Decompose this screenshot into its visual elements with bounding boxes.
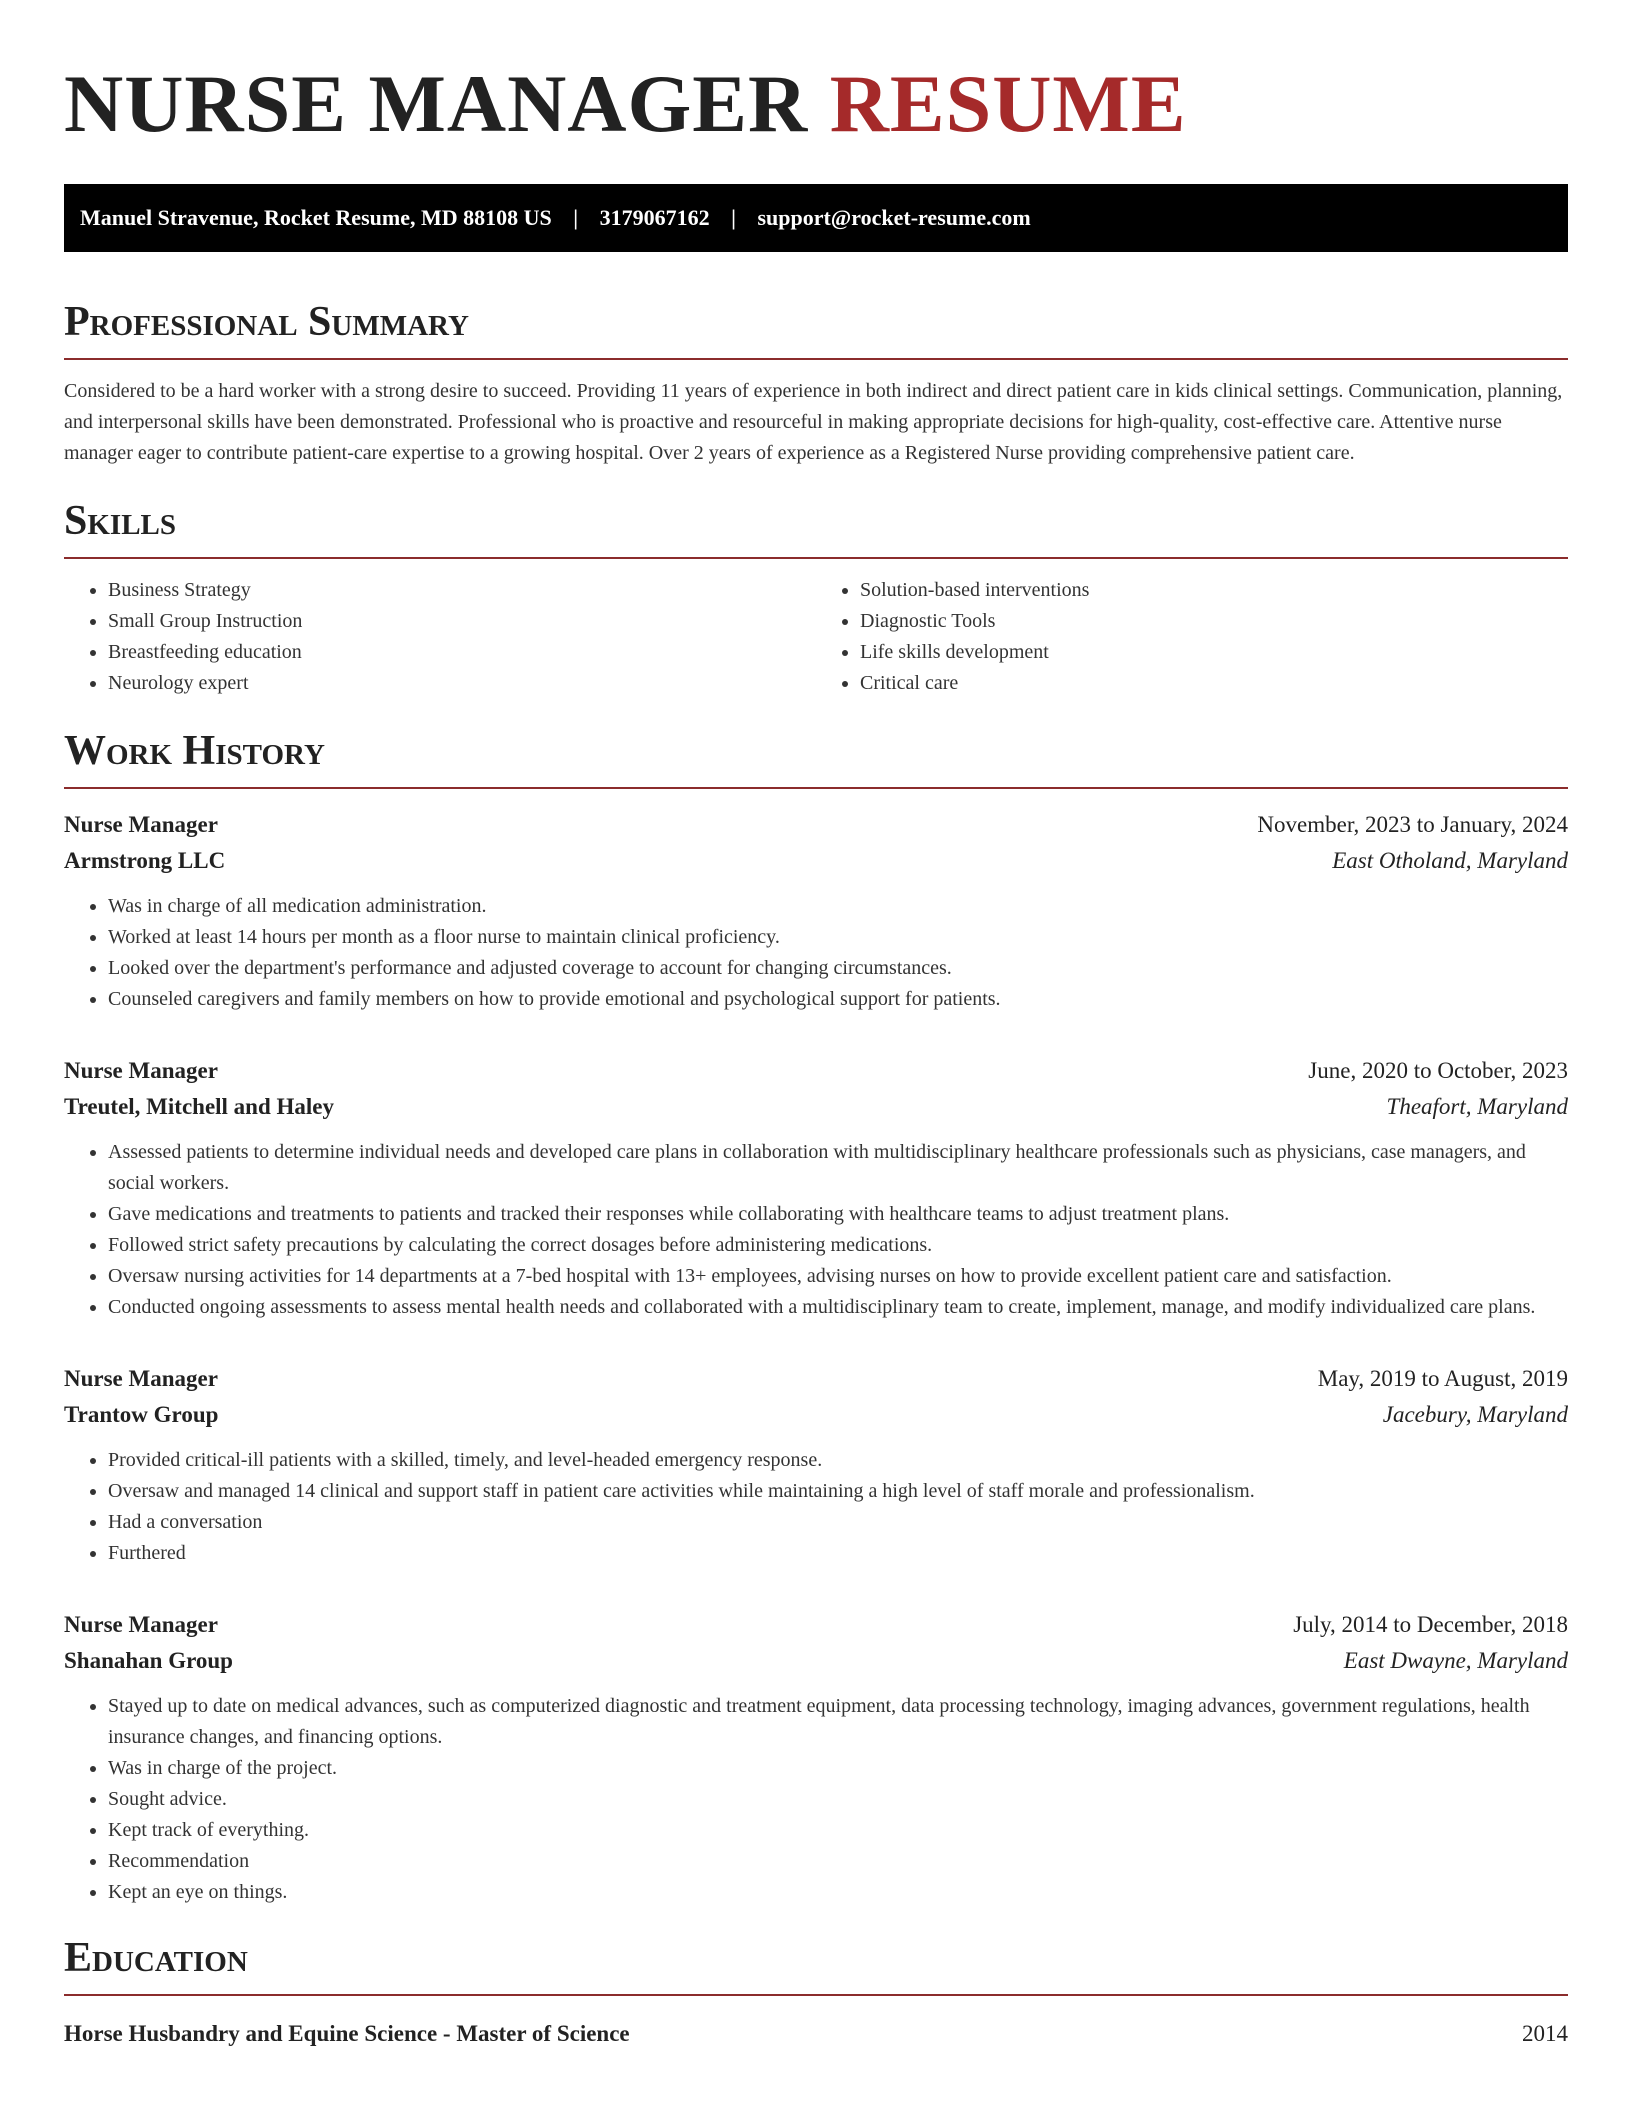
- skill-item: • Business Strategy: [108, 575, 816, 606]
- job-company: Treutel, Mitchell and Haley: [64, 1094, 335, 1119]
- job-bullet: • Conducted ongoing assessments to assess mental health needs and collaborated with a multidisciplinary team to create, implement, manage, and modify individualized care plans.: [108, 1292, 1568, 1323]
- job-title: Nurse Manager: [64, 1058, 218, 1083]
- job-bullet: • Sought advice.: [108, 1784, 1568, 1815]
- job-title: Nurse Manager: [64, 1612, 218, 1637]
- job-bullet: • Followed strict safety precautions by calculating the correct dosages before administering medications.: [108, 1230, 1568, 1261]
- job-dates: July, 2014 to December, 2018: [1293, 1612, 1568, 1637]
- job-bullet: • Recommendation: [108, 1846, 1568, 1877]
- skill-item: • Solution-based interventions: [860, 575, 1568, 606]
- job-bullet: • Oversaw nursing activities for 14 departments at a 7-bed hospital with 13+ employees, advising nurses on how to provide excellent patient care and satisfaction.: [108, 1261, 1568, 1292]
- job-bullet: • Kept an eye on things.: [108, 1877, 1568, 1908]
- job-company: Armstrong LLC: [64, 848, 226, 873]
- job-entry: [64, 1053, 1568, 1323]
- job-bullet: • Kept track of everything.: [108, 1815, 1568, 1846]
- job-bullet: • Gave medications and treatments to patients and tracked their responses while collaborating with healthcare teams to adjust treatment plans.: [108, 1199, 1568, 1230]
- skill-item: • Life skills development: [860, 637, 1568, 668]
- summary-text: Considered to be a hard worker with a strong desire to succeed. Providing 11 years of experience in both indirect and direct patient care in kids clinical settings. Communication, planning, and interpersonal skills have been demonstrated. Professional who is proactive and resourceful in making appropriate decisions for high-quality, cost-effective care. Attentive nurse manager eager to contribute patient-care expertise to a growing hospital. Over 2 years of experience as a Registered Nurse providing comprehensive patient care.: [64, 380, 1563, 464]
- job-bullet: • Assessed patients to determine individual needs and developed care plans in collaboration with multidisciplinary healthcare professionals such as physicians, case managers, and social workers.: [108, 1137, 1568, 1199]
- job-bullets: [64, 1445, 1568, 1569]
- title-main: NURSE MANAGER: [64, 58, 809, 149]
- contact-separator: |: [731, 205, 736, 230]
- contact-email[interactable]: support@rocket-resume.com: [757, 205, 1031, 230]
- job-bullet: • Had a conversation: [108, 1507, 1568, 1538]
- job-bullet: • Worked at least 14 hours per month as a floor nurse to maintain clinical proficiency.: [108, 922, 1568, 953]
- skill-item: • Small Group Instruction: [108, 606, 816, 637]
- job-bullet: • Provided critical-ill patients with a skilled, timely, and level-headed emergency response.: [108, 1445, 1568, 1476]
- job-entry: [64, 1607, 1568, 1908]
- contact-separator: |: [573, 205, 579, 230]
- job-bullets: [64, 1691, 1568, 1908]
- skill-item: • Critical care: [860, 668, 1568, 699]
- education-degree: Horse Husbandry and Equine Science - Master of Science: [64, 2021, 630, 2046]
- skills-column-left: [64, 575, 816, 699]
- skill-item: • Diagnostic Tools: [860, 606, 1568, 637]
- job-bullet: • Oversaw and managed 14 clinical and support staff in patient care activities while maintaining a high level of staff morale and professionalism.: [108, 1476, 1568, 1507]
- education-year: 2014: [1522, 2021, 1568, 2046]
- job-bullet: • Counseled caregivers and family members on how to provide emotional and psychological support for patients.: [108, 984, 1568, 1015]
- skills-list: [64, 575, 1568, 699]
- job-bullet: • Furthered: [108, 1538, 1568, 1569]
- skill-item: • Neurology expert: [108, 668, 816, 699]
- job-bullet: • Stayed up to date on medical advances, such as computerized diagnostic and treatment equipment, data processing technology, imaging advances, government regulations, health insurance changes, and financing options.: [108, 1691, 1568, 1753]
- job-entry: [64, 807, 1568, 1015]
- job-title: Nurse Manager: [64, 812, 218, 837]
- summary-heading: Professional Summary: [64, 296, 1568, 360]
- job-bullet: • Looked over the department's performance and adjusted coverage to account for changing circumstances.: [108, 953, 1568, 984]
- job-dates: June, 2020 to October, 2023: [1308, 1058, 1568, 1083]
- education-entry: [64, 2018, 1568, 2050]
- job-location: East Otholand, Maryland: [1332, 848, 1568, 873]
- job-company: Trantow Group: [64, 1402, 219, 1427]
- job-company: Shanahan Group: [64, 1648, 233, 1673]
- job-title: Nurse Manager: [64, 1366, 218, 1391]
- job-bullet: • Was in charge of all medication administration.: [108, 891, 1568, 922]
- title-accent: RESUME: [829, 58, 1187, 149]
- skills-heading: Skills: [64, 495, 1568, 559]
- skills-column-right: [816, 575, 1568, 699]
- contact-bar: [64, 184, 1568, 252]
- contact-address: Manuel Stravenue, Rocket Resume, MD 88108 US: [80, 205, 552, 230]
- resume-title: [64, 0, 1568, 152]
- education-heading: Education: [64, 1932, 1568, 1996]
- job-bullets: [64, 1137, 1568, 1323]
- skill-item: • Breastfeeding education: [108, 637, 816, 668]
- job-location: Theafort, Maryland: [1386, 1094, 1568, 1119]
- job-location: East Dwayne, Maryland: [1343, 1648, 1568, 1673]
- job-bullet: • Was in charge of the project.: [108, 1753, 1568, 1784]
- job-location: Jacebury, Maryland: [1382, 1402, 1568, 1427]
- job-dates: May, 2019 to August, 2019: [1317, 1366, 1568, 1391]
- job-bullets: [64, 891, 1568, 1015]
- job-dates: November, 2023 to January, 2024: [1257, 812, 1568, 837]
- work-history-heading: Work History: [64, 725, 1568, 789]
- contact-phone: 3179067162: [599, 205, 710, 230]
- job-entry: [64, 1361, 1568, 1569]
